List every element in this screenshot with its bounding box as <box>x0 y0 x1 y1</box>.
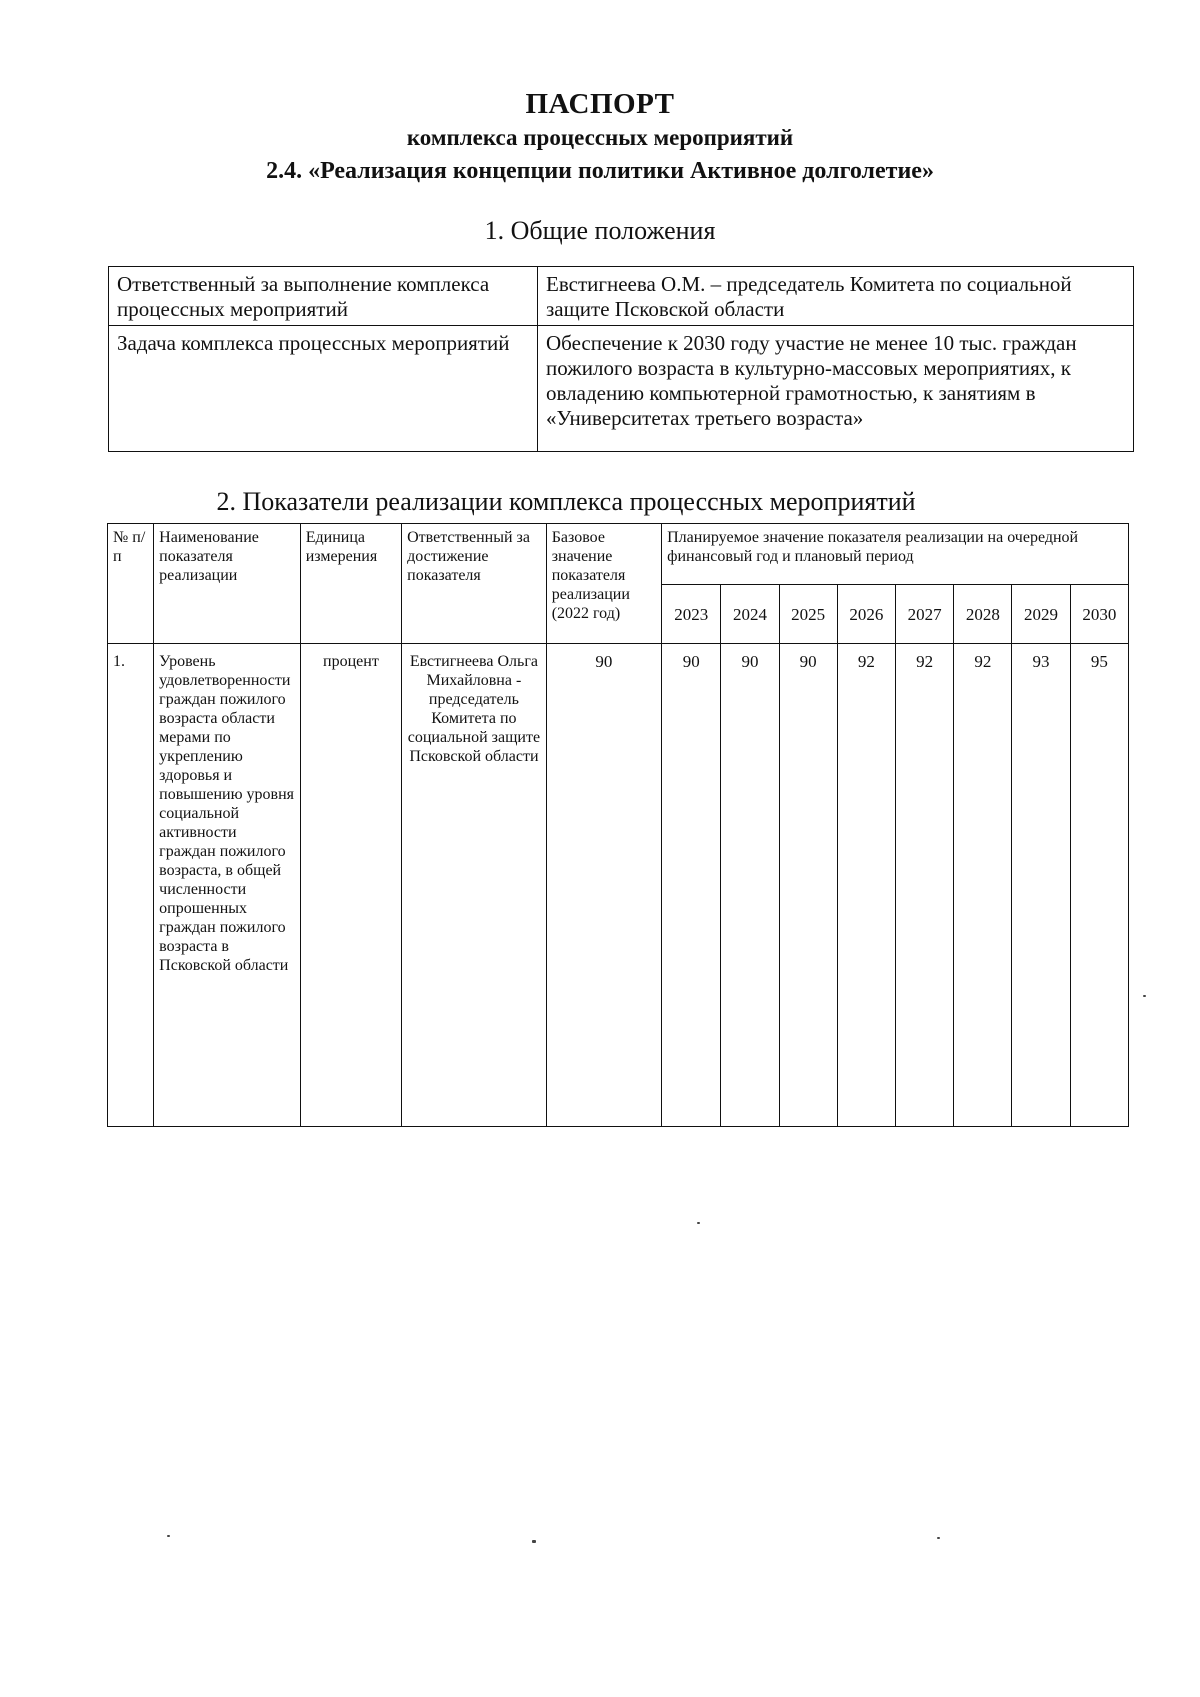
header-planned: Планируемое значение показателя реализации на очередной финансовый год и плановый период <box>662 524 1129 585</box>
section-indicators-heading: 2. Показатели реализации комплекса процессных мероприятий <box>216 487 916 516</box>
passport-title: ПАСПОРТ <box>525 88 675 120</box>
planned-value: 90 <box>779 644 837 1127</box>
header-name: Наименование показателя реализации <box>154 524 301 644</box>
table-row <box>109 267 1134 326</box>
scan-speck <box>532 1540 536 1543</box>
indicator-name: Уровень удовлетворенности граждан пожилого возраста области мерами по укреплению здоровья и повышению уровня социальной активности граждан пожилого возраста, в общей численности опрошенных граждан пожилого возраста в Псковской области <box>154 644 301 1127</box>
scan-speck <box>167 1535 170 1537</box>
complex-name: 2.4. «Реализация концепции политики Активное долголетие» <box>266 158 934 184</box>
header-year: 2023 <box>662 585 721 644</box>
indicator-responsible: Евстигнеева Ольга Михайловна - председатель Комитета по социальной защите Псковской области <box>402 644 547 1127</box>
planned-value: 92 <box>896 644 954 1127</box>
header-unit: Единица измерения <box>300 524 401 644</box>
row-num: 1. <box>108 644 154 1127</box>
responsible-value: Евстигнеева О.М. – председатель Комитета по социальной защите Псковской области <box>538 267 1134 326</box>
header-year: 2024 <box>721 585 779 644</box>
indicators-table <box>107 523 1129 1127</box>
section-general-heading: 1. Общие положения <box>484 216 716 245</box>
header-base: Базовое значение показателя реализации (2022 год) <box>546 524 661 644</box>
header-year: 2025 <box>779 585 837 644</box>
scan-speck <box>937 1537 940 1539</box>
header-year: 2026 <box>837 585 895 644</box>
header-num: № п/п <box>108 524 154 644</box>
passport-subtitle: комплекса процессных мероприятий <box>406 125 794 150</box>
task-value: Обеспечение к 2030 году участие не менее 10 тыс. граждан пожилого возраста в культурно-массовых мероприятиях, к овладению компьютерной грамотностью, к занятиям в «Университетах третьего возраста» <box>538 326 1134 452</box>
planned-value: 92 <box>954 644 1012 1127</box>
scan-speck <box>1143 995 1146 997</box>
general-provisions-table <box>108 266 1134 452</box>
table-row <box>109 326 1134 452</box>
planned-value: 90 <box>721 644 779 1127</box>
header-responsible: Ответственный за достижение показателя <box>402 524 547 644</box>
base-value: 90 <box>546 644 661 1127</box>
planned-value: 92 <box>837 644 895 1127</box>
responsible-label: Ответственный за выполнение комплекса процессных мероприятий <box>109 267 538 326</box>
header-year: 2029 <box>1012 585 1070 644</box>
header-year: 2028 <box>954 585 1012 644</box>
header-year: 2030 <box>1070 585 1128 644</box>
indicator-unit: процент <box>300 644 401 1127</box>
task-label: Задача комплекса процессных мероприятий <box>109 326 538 452</box>
header-year: 2027 <box>896 585 954 644</box>
table-row <box>108 644 1129 1127</box>
planned-value: 95 <box>1070 644 1128 1127</box>
planned-value: 90 <box>662 644 721 1127</box>
planned-value: 93 <box>1012 644 1070 1127</box>
header-row <box>108 524 1129 585</box>
scan-speck <box>697 1222 700 1224</box>
